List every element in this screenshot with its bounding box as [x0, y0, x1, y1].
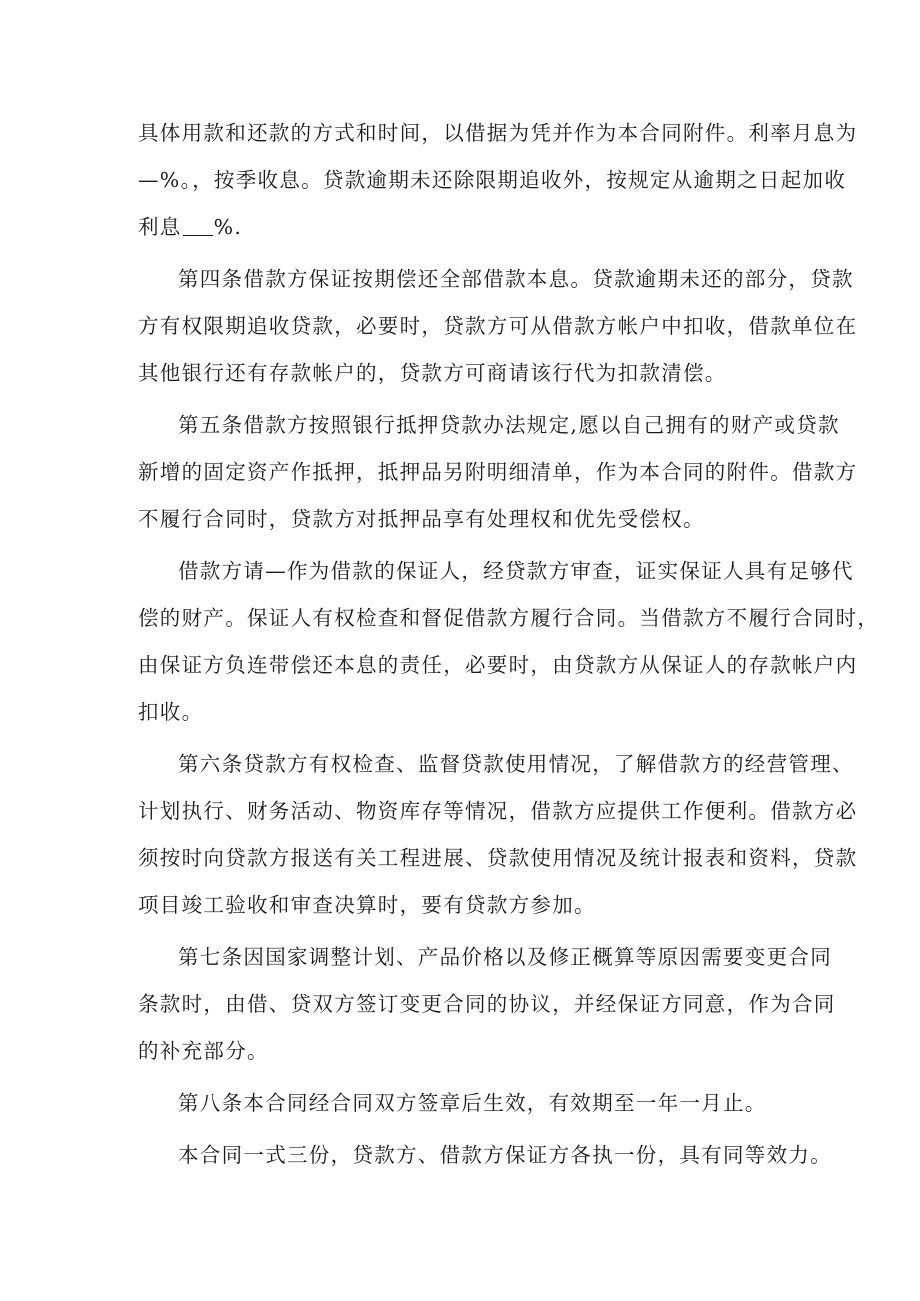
text-line: 扣收。: [138, 700, 204, 724]
text-line: 偿的财产。保证人有权检查和督促借款方履行合同。当借款方不履行合同时，: [138, 606, 880, 630]
text-line: 本合同一式三份，贷款方、借款方保证方各执一份，具有同等效力。: [178, 1143, 832, 1167]
text-line: 具体用款和还款的方式和时间，以借据为凭并作为本合同附件。利率月息为: [138, 121, 858, 145]
text-line: 项目竣工验收和审查决算时，要有贷款方参加。: [138, 893, 596, 917]
text-line: 借款方请—作为借款的保证人，经贷款方审查，证实保证人具有足够代: [178, 559, 854, 583]
text-line: 条款时，由借、贷双方签订变更合同的协议，并经保证方同意，作为合同: [138, 992, 836, 1016]
text-line: 其他银行还有存款帐户的，贷款方可商请该行代为扣款清偿。: [138, 361, 727, 385]
text-line: 第六条贷款方有权检查、监督贷款使用情况，了解借款方的经营管理、: [178, 752, 854, 776]
text-line: 方有权限期追收贷款，必要时，贷款方可从借款方帐户中扣收，借款单位在: [138, 314, 858, 338]
blank-fill-line: [183, 217, 213, 236]
text-fragment: %.: [213, 215, 243, 239]
text-line: 第四条借款方保证按期偿还全部借款本息。贷款逾期未还的部分，贷款: [178, 267, 854, 291]
text-line: 计划执行、财务活动、物资库存等情况，借款方应提供工作便利。借款方必: [138, 799, 858, 823]
text-fragment: 利息: [138, 215, 182, 239]
text-line: —%。，按季收息。贷款逾期未还除限期追收外，按规定从逾期之日起加收: [138, 168, 847, 192]
text-line: 不履行合同时，贷款方对抵押品享有处理权和优先受偿权。: [138, 507, 705, 531]
text-line: 新增的固定资产作抵押，抵押品另附明细清单，作为本合同的附件。借款方: [138, 460, 858, 484]
text-line: 须按时向贷款方报送有关工程进展、贷款使用情况及统计报表和资料，贷款: [138, 846, 858, 870]
text-line: 由保证方负连带偿还本息的责任，必要时，由贷款方从保证人的存款帐户内: [138, 653, 858, 677]
text-line: 第五条借款方按照银行抵押贷款办法规定,愿以自己拥有的财产或贷款: [178, 413, 840, 437]
text-line: 第七条因国家调整计划、产品价格以及修正概算等原因需要变更合同: [178, 945, 832, 969]
text-line: [138, 213, 242, 241]
text-line: 的补充部分。: [138, 1039, 269, 1063]
text-line: 第八条本合同经合同双方签章后生效，有效期至一年一月止。: [178, 1091, 767, 1115]
